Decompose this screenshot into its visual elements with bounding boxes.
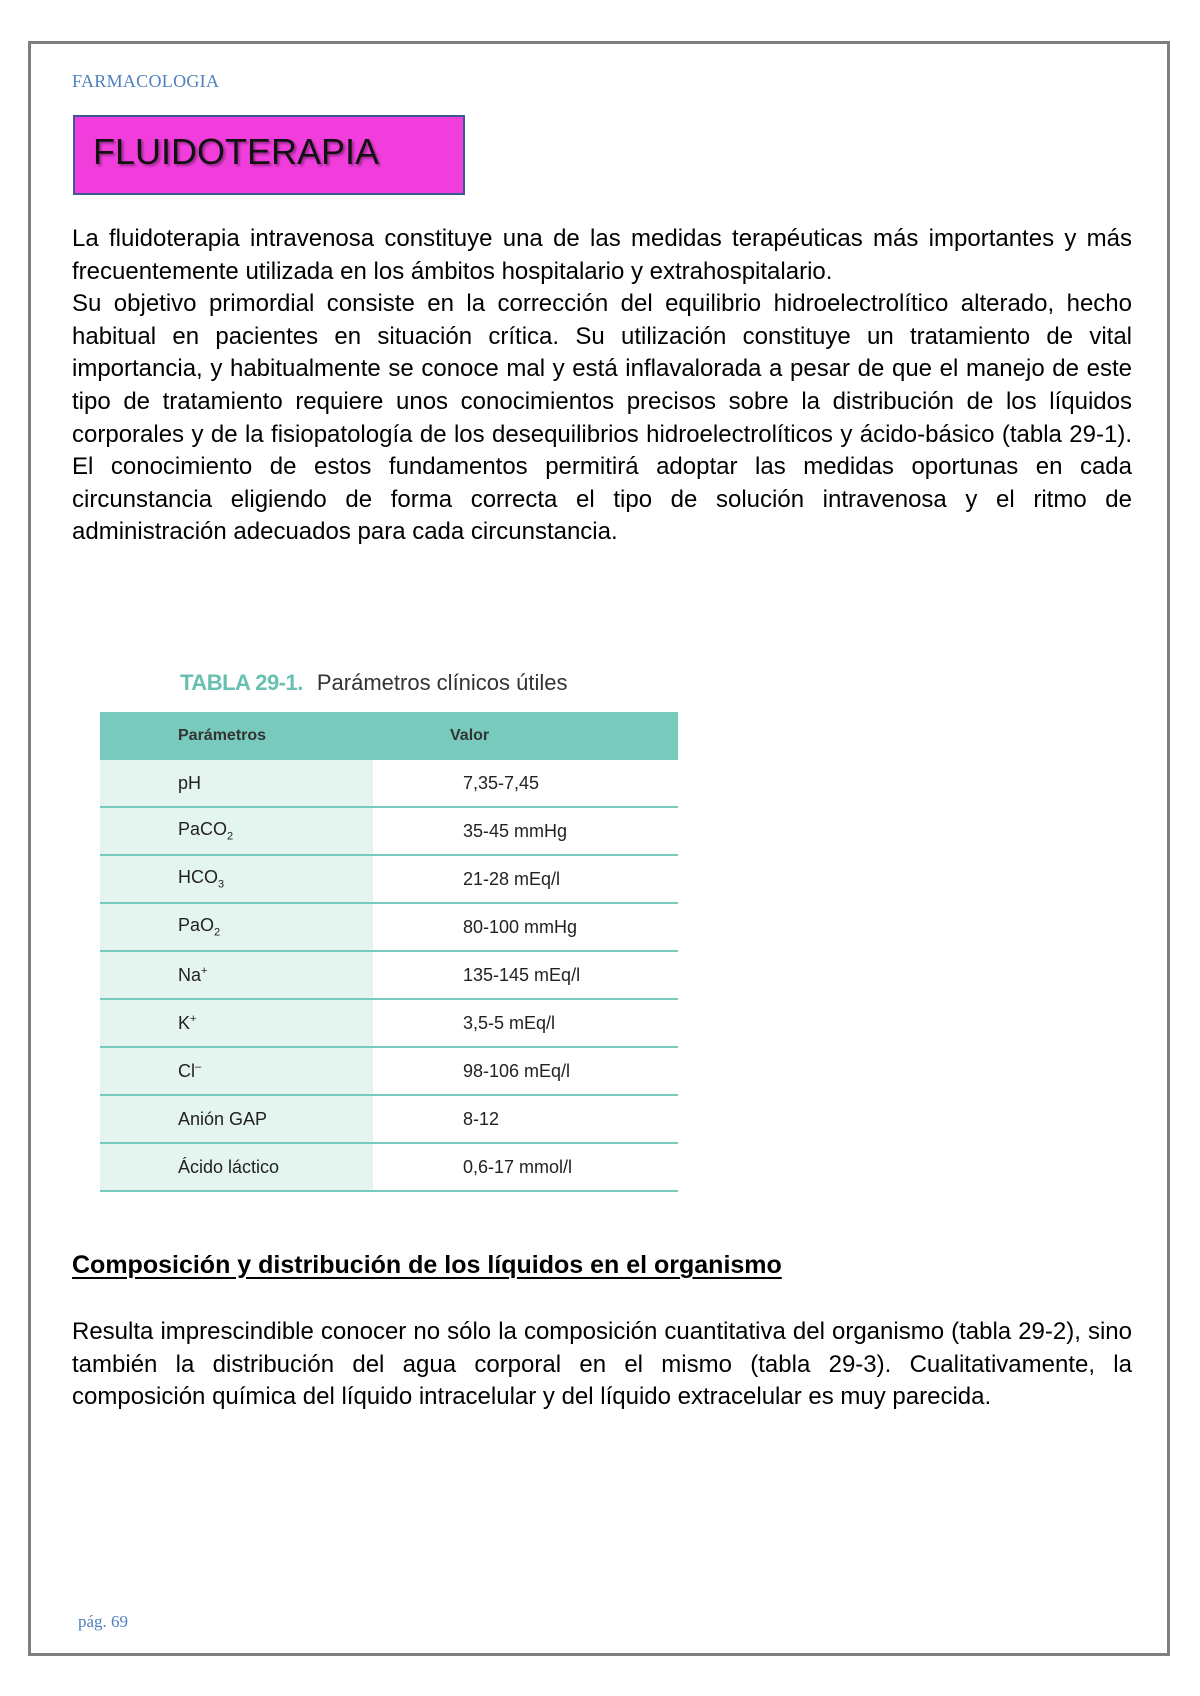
param-name: Anión GAP (178, 1108, 268, 1129)
section-heading: Composición y distribución de los líquidos en el organismo (72, 1251, 782, 1279)
param-name: Na (178, 964, 202, 985)
param-name: Ácido láctico (178, 1156, 280, 1177)
table-row (100, 1047, 678, 1095)
page-number: pág. 69 (78, 1612, 129, 1631)
param-subscript: 2 (214, 926, 221, 939)
param-name: PaO (178, 915, 215, 936)
running-header: FARMACOLOGIA (72, 71, 220, 91)
table-row (100, 951, 678, 999)
value-cell: 98-106 mEq/l (373, 1047, 678, 1095)
value-cell: 7,35-7,45 (373, 760, 678, 807)
title-box (73, 115, 465, 195)
table-row (100, 855, 678, 903)
value-cell: 21-28 mEq/l (373, 855, 678, 903)
value-cell: 35-45 mmHg (373, 807, 678, 855)
param-cell (100, 760, 373, 807)
param-name: pH (178, 772, 202, 793)
value-cell: 0,6-17 mmol/l (373, 1143, 678, 1191)
intro-text (72, 223, 1132, 549)
intro-paragraph-2: Su objetivo primordial consiste en la corrección del equilibrio hidroelectrolítico alterado, hecho habitual en pacientes en situación crítica. Su utilización constituye un tratamiento de vital importancia, y habitualmente se conoce mal y está inflavalorada a pesar de que el manejo de este tipo de tratamiento requiere unos conocimientos precisos sobre la distribución de los líquidos corporales y de la fisiopatología de los desequilibrios hidroelectrolíticos y ácido-básico (tabla 29-1). El conocimiento de estos fundamentos permitirá adoptar las medidas oportunas en cada circunstancia eligiendo de forma correcta el tipo de solución intravenosa y el ritmo de administración adecuados para cada circunstancia. (72, 290, 1132, 546)
value-cell: 80-100 mmHg (373, 903, 678, 951)
param-cell (100, 855, 373, 903)
table-row (100, 807, 678, 855)
param-cell (100, 1095, 373, 1143)
column-header-param: Parámetros (100, 712, 373, 760)
table-caption-text: Parámetros clínicos útiles (316, 670, 568, 695)
param-name: PaCO (178, 819, 228, 840)
param-cell (100, 903, 373, 951)
param-superscript: + (201, 964, 208, 977)
param-name: Cl (178, 1060, 195, 1081)
value-cell: 8-12 (373, 1095, 678, 1143)
table-row (100, 903, 678, 951)
section-paragraph: Resulta imprescindible conocer no sólo la composición cuantitativa del organismo (tabla 29-2), sino también la distribución del agua corporal en el mismo (tabla 29-3). Cualitativamente, la composición química del líquido intracelular y del líquido extracelular es muy parecida. (72, 1318, 1132, 1411)
param-name: HCO (178, 867, 218, 888)
table-row (100, 1095, 678, 1143)
table-row (100, 760, 678, 807)
table-caption (180, 670, 568, 696)
table-caption-label: TABLA 29-1. (180, 670, 303, 695)
param-cell (100, 1047, 373, 1095)
intro-paragraph-1: La fluidoterapia intravenosa constituye una de las medidas terapéuticas más importantes y más frecuentemente utilizada en los ámbitos hospitalario y extrahospitalario. (72, 225, 1132, 285)
column-header-value: Valor (373, 712, 678, 760)
page-title: FLUIDOTERAPIA (93, 131, 380, 172)
value-cell: 135-145 mEq/l (373, 951, 678, 999)
table-row (100, 1143, 678, 1191)
value-cell: 3,5-5 mEq/l (373, 999, 678, 1047)
param-superscript: – (195, 1060, 202, 1073)
param-cell (100, 807, 373, 855)
param-superscript: + (190, 1012, 197, 1025)
param-cell (100, 999, 373, 1047)
clinical-parameters-table (100, 712, 678, 1192)
table-row (100, 999, 678, 1047)
param-subscript: 3 (218, 878, 225, 891)
param-name: K (178, 1012, 191, 1033)
param-subscript: 2 (227, 830, 234, 843)
param-cell (100, 1143, 373, 1191)
param-cell (100, 951, 373, 999)
section-body (72, 1316, 1132, 1414)
table-header-row (100, 712, 678, 760)
